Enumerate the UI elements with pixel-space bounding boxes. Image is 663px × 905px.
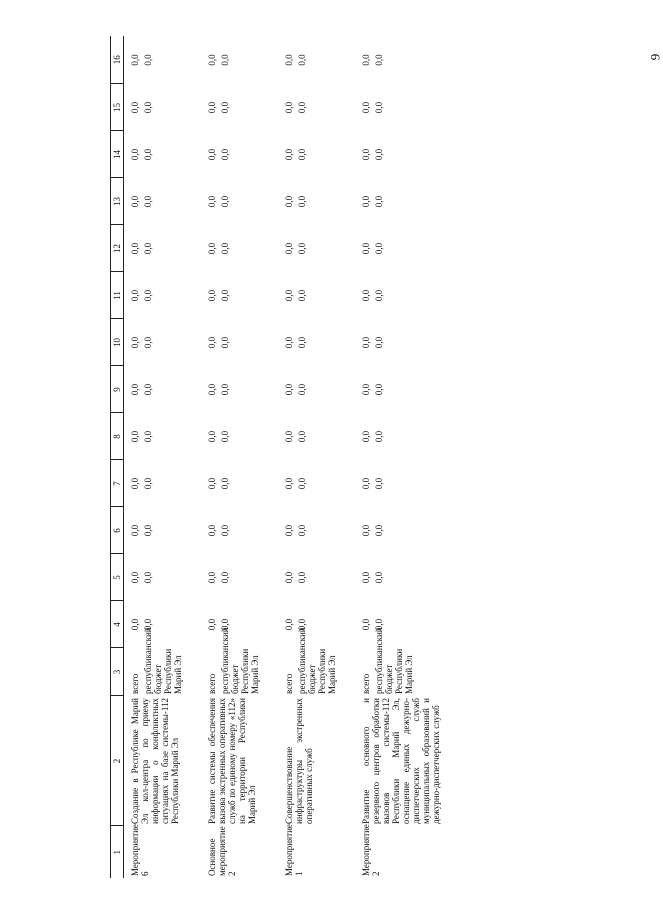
amount-value: 0,0 (130, 383, 140, 396)
amount-value: 0,0 (207, 148, 217, 161)
amount-value: 0,0 (284, 477, 294, 490)
amount-cell (278, 554, 355, 601)
amount-cell (201, 601, 278, 648)
amount-value: 0,0 (361, 571, 371, 584)
amount-value: 0,0 (220, 383, 230, 396)
amount-value: 0,0 (297, 618, 307, 631)
amount-value: 0,0 (220, 242, 230, 255)
funding-source: республиканский бюджет Республики Марий Эл (143, 627, 183, 694)
amount-cell (278, 413, 355, 460)
amount-value: 0,0 (374, 195, 384, 208)
amount-cell (278, 178, 355, 225)
amount-cell (124, 131, 202, 178)
amount-cell (355, 554, 459, 601)
amount-cell (124, 319, 202, 366)
amount-value: 0,0 (374, 477, 384, 490)
amount-cell (201, 413, 278, 460)
amount-cell (278, 84, 355, 131)
amount-cell (201, 272, 278, 319)
budget-table (110, 36, 459, 878)
amount-value: 0,0 (361, 101, 371, 114)
amount-value: 0,0 (284, 242, 294, 255)
activity-type-cell: Основное мероприятие 2 (207, 826, 237, 876)
amount-value: 0,0 (220, 571, 230, 584)
amount-value: 0,0 (143, 618, 153, 631)
amount-value: 0,0 (207, 195, 217, 208)
column-number: 14 (111, 131, 124, 178)
table-row (201, 36, 278, 878)
amount-cell (355, 225, 459, 272)
amount-value: 0,0 (297, 477, 307, 490)
amount-cell (278, 507, 355, 554)
column-number: 12 (111, 225, 124, 272)
amount-value: 0,0 (374, 524, 384, 537)
amount-value: 0,0 (143, 54, 153, 66)
amount-cell (201, 319, 278, 366)
amount-value: 0,0 (130, 101, 140, 114)
amount-value: 0,0 (284, 430, 294, 443)
amount-cell (278, 366, 355, 413)
amount-cell (124, 178, 202, 225)
amount-value: 0,0 (284, 383, 294, 396)
amount-value: 0,0 (130, 524, 140, 537)
amount-cell (124, 225, 202, 272)
amount-cell (201, 84, 278, 131)
amount-value: 0,0 (284, 148, 294, 161)
amount-value: 0,0 (284, 54, 294, 66)
amount-value: 0,0 (130, 618, 140, 631)
column-number: 16 (111, 36, 124, 84)
amount-value: 0,0 (284, 289, 294, 302)
amount-cell (201, 460, 278, 507)
funding-source-cell (201, 627, 278, 696)
funding-source: всего (284, 673, 294, 694)
amount-cell (278, 131, 355, 178)
amount-cell (124, 554, 202, 601)
funding-source: республиканский бюджет Республики Марий Эл (374, 627, 414, 694)
amount-value: 0,0 (207, 101, 217, 114)
amount-value: 0,0 (207, 289, 217, 302)
amount-cell (355, 366, 459, 413)
amount-value: 0,0 (143, 289, 153, 302)
amount-cell (124, 272, 202, 319)
amount-value: 0,0 (374, 242, 384, 255)
column-number: 10 (111, 319, 124, 366)
amount-value: 0,0 (220, 101, 230, 114)
amount-value: 0,0 (220, 289, 230, 302)
amount-value: 0,0 (374, 430, 384, 443)
funding-source-cell (355, 627, 459, 696)
amount-cell (278, 36, 355, 84)
column-number: 15 (111, 84, 124, 131)
amount-cell (355, 413, 459, 460)
activity-name-cell: Создание в Республике Марий Эл кол-центра по приему информации о конфликтных ситуациях на базе системы-112 Республики Марий Эл (130, 698, 180, 824)
amount-value: 0,0 (374, 54, 384, 66)
activity-type-cell: Мероприятие 2 (361, 824, 381, 876)
amount-value: 0,0 (207, 383, 217, 396)
amount-cell (355, 36, 459, 84)
column-number: 4 (111, 601, 124, 648)
amount-cell (355, 272, 459, 319)
amount-value: 0,0 (284, 336, 294, 349)
amount-value: 0,0 (130, 54, 140, 66)
amount-value: 0,0 (220, 54, 230, 66)
column-number: 13 (111, 178, 124, 225)
amount-cell (124, 413, 202, 460)
column-number: 3 (111, 648, 124, 696)
amount-cell (355, 507, 459, 554)
amount-value: 0,0 (297, 383, 307, 396)
amount-value: 0,0 (374, 383, 384, 396)
amount-value: 0,0 (361, 524, 371, 537)
amount-cell (278, 319, 355, 366)
amount-value: 0,0 (297, 54, 307, 66)
amount-value: 0,0 (143, 195, 153, 208)
amount-value: 0,0 (297, 289, 307, 302)
amount-value: 0,0 (130, 289, 140, 302)
funding-source: республиканский бюджет Республики Марий Эл (297, 627, 337, 694)
amount-value: 0,0 (207, 242, 217, 255)
amount-value: 0,0 (361, 148, 371, 161)
activity-type-cell: Мероприятие 1 (284, 824, 304, 876)
amount-value: 0,0 (297, 148, 307, 161)
amount-cell (355, 601, 459, 648)
amount-value: 0,0 (374, 101, 384, 114)
amount-value: 0,0 (361, 195, 371, 208)
column-number: 7 (111, 460, 124, 507)
amount-value: 0,0 (220, 477, 230, 490)
funding-source-cell (278, 627, 355, 696)
amount-value: 0,0 (361, 430, 371, 443)
amount-value: 0,0 (130, 477, 140, 490)
amount-value: 0,0 (220, 336, 230, 349)
amount-value: 0,0 (220, 524, 230, 537)
amount-value: 0,0 (130, 336, 140, 349)
column-number: 5 (111, 554, 124, 601)
amount-value: 0,0 (297, 571, 307, 584)
activity-type-cell: Мероприятие 6 (130, 824, 150, 876)
amount-value: 0,0 (361, 383, 371, 396)
amount-cell (201, 507, 278, 554)
amount-value: 0,0 (297, 524, 307, 537)
amount-cell (201, 366, 278, 413)
amount-value: 0,0 (207, 477, 217, 490)
amount-value: 0,0 (143, 242, 153, 255)
amount-value: 0,0 (284, 571, 294, 584)
amount-value: 0,0 (207, 618, 217, 631)
funding-source: республиканский бюджет Республики Марий Эл (220, 627, 260, 694)
amount-value: 0,0 (297, 242, 307, 255)
amount-value: 0,0 (284, 618, 294, 631)
amount-value: 0,0 (130, 571, 140, 584)
page-number: 9 (647, 53, 663, 61)
amount-value: 0,0 (143, 383, 153, 396)
amount-value: 0,0 (361, 289, 371, 302)
column-number: 6 (111, 507, 124, 554)
amount-value: 0,0 (143, 148, 153, 161)
funding-source-cell (124, 627, 202, 696)
amount-value: 0,0 (220, 618, 230, 631)
amount-value: 0,0 (220, 430, 230, 443)
amount-value: 0,0 (130, 430, 140, 443)
amount-value: 0,0 (284, 524, 294, 537)
amount-value: 0,0 (207, 430, 217, 443)
amount-value: 0,0 (284, 195, 294, 208)
funding-source: всего (130, 673, 140, 694)
table-row (124, 36, 202, 878)
amount-cell (355, 319, 459, 366)
amount-value: 0,0 (361, 618, 371, 631)
amount-value: 0,0 (361, 336, 371, 349)
amount-value: 0,0 (374, 289, 384, 302)
amount-value: 0,0 (143, 477, 153, 490)
amount-cell (124, 601, 202, 648)
funding-source: всего (207, 673, 217, 694)
amount-value: 0,0 (143, 524, 153, 537)
activity-name-cell: Совершенствование инфраструктуры экстренных оперативных служб (284, 698, 314, 824)
amount-cell (278, 225, 355, 272)
amount-value: 0,0 (207, 54, 217, 66)
budget-table-page (110, 38, 459, 878)
amount-value: 0,0 (220, 195, 230, 208)
column-number: 9 (111, 366, 124, 413)
amount-value: 0,0 (143, 101, 153, 114)
amount-value: 0,0 (207, 571, 217, 584)
amount-value: 0,0 (284, 101, 294, 114)
amount-cell (201, 225, 278, 272)
amount-value: 0,0 (143, 571, 153, 584)
table-row (355, 36, 459, 878)
amount-value: 0,0 (297, 101, 307, 114)
amount-value: 0,0 (220, 148, 230, 161)
funding-source: всего (361, 673, 371, 694)
table-row (278, 36, 355, 878)
amount-cell (201, 36, 278, 84)
activity-name-cell: Развитие основного и резервного центров обработки вызовов системы-112 Республики Марий Эл, оснащение единых дежурно-диспетчерских служб муниципальных образований и дежурно-диспетчерских служб (361, 698, 441, 824)
amount-value: 0,0 (361, 242, 371, 255)
amount-value: 0,0 (297, 430, 307, 443)
amount-cell (124, 36, 202, 84)
amount-value: 0,0 (297, 336, 307, 349)
amount-value: 0,0 (143, 430, 153, 443)
amount-cell (278, 601, 355, 648)
amount-value: 0,0 (361, 54, 371, 66)
amount-value: 0,0 (297, 195, 307, 208)
amount-value: 0,0 (374, 336, 384, 349)
column-number: 2 (111, 696, 124, 826)
amount-cell (278, 460, 355, 507)
amount-cell (124, 84, 202, 131)
amount-cell (201, 554, 278, 601)
column-numbers-header (111, 36, 124, 878)
amount-value: 0,0 (374, 618, 384, 631)
amount-value: 0,0 (361, 477, 371, 490)
amount-cell (124, 507, 202, 554)
amount-value: 0,0 (207, 524, 217, 537)
amount-cell (355, 84, 459, 131)
amount-cell (124, 366, 202, 413)
column-number: 11 (111, 272, 124, 319)
amount-value: 0,0 (143, 336, 153, 349)
amount-value: 0,0 (130, 195, 140, 208)
amount-cell (124, 460, 202, 507)
amount-value: 0,0 (207, 336, 217, 349)
amount-cell (201, 131, 278, 178)
amount-cell (278, 272, 355, 319)
amount-value: 0,0 (374, 148, 384, 161)
amount-cell (201, 178, 278, 225)
amount-cell (355, 131, 459, 178)
amount-value: 0,0 (130, 242, 140, 255)
activity-name-cell: Развитие системы обеспечения вызова экстренных оперативных служб по единому номеру «112» на территории Республики Марий Эл (207, 698, 257, 824)
column-number: 8 (111, 413, 124, 460)
amount-cell (355, 178, 459, 225)
column-number: 1 (111, 826, 124, 878)
table-body (124, 36, 460, 878)
amount-value: 0,0 (374, 571, 384, 584)
amount-cell (355, 460, 459, 507)
amount-value: 0,0 (130, 148, 140, 161)
